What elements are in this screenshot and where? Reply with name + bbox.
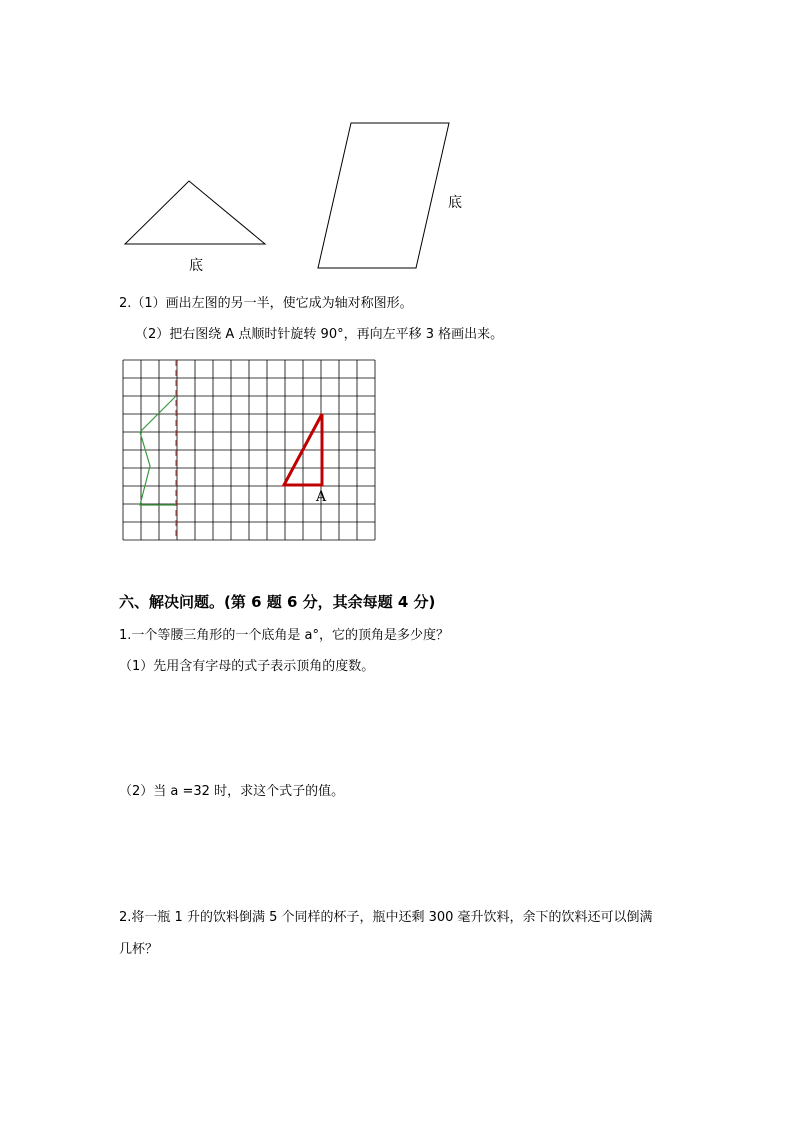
problem1-statement: 1.一个等腰三角形的一个底角是 a°，它的顶角是多少度？ <box>119 628 450 643</box>
grid-figure <box>0 0 794 560</box>
problem1-part1: （1）先用含有字母的式子表示顶角的度数。 <box>119 659 375 674</box>
point-a-label: A <box>316 489 327 505</box>
q2-instruction-2: （2）把右图绕 A 点顺时针旋转 90°，再向左平移 3 格画出来。 <box>135 327 504 342</box>
q2-instruction-1: 2.（1）画出左图的另一半，使它成为轴对称图形。 <box>119 296 413 311</box>
triangle-base-label: 底 <box>189 258 203 274</box>
parallelogram-base-label: 底 <box>448 195 462 211</box>
section6-heading: 六、解决问题。(第 6 题 6 分，其余每题 4 分) <box>119 593 436 611</box>
half-shape <box>140 396 176 505</box>
problem2-statement-line1: 2.将一瓶 1 升的饮料倒满 5 个同样的杯子，瓶中还剩 300 毫升饮料，余下的饮料还可以倒满 <box>119 910 653 925</box>
problem1-part2: （2）当 a =32 时，求这个式子的值。 <box>119 784 345 799</box>
grid-lines <box>123 360 375 540</box>
problem2-statement-line2: 几杯？ <box>119 942 159 957</box>
